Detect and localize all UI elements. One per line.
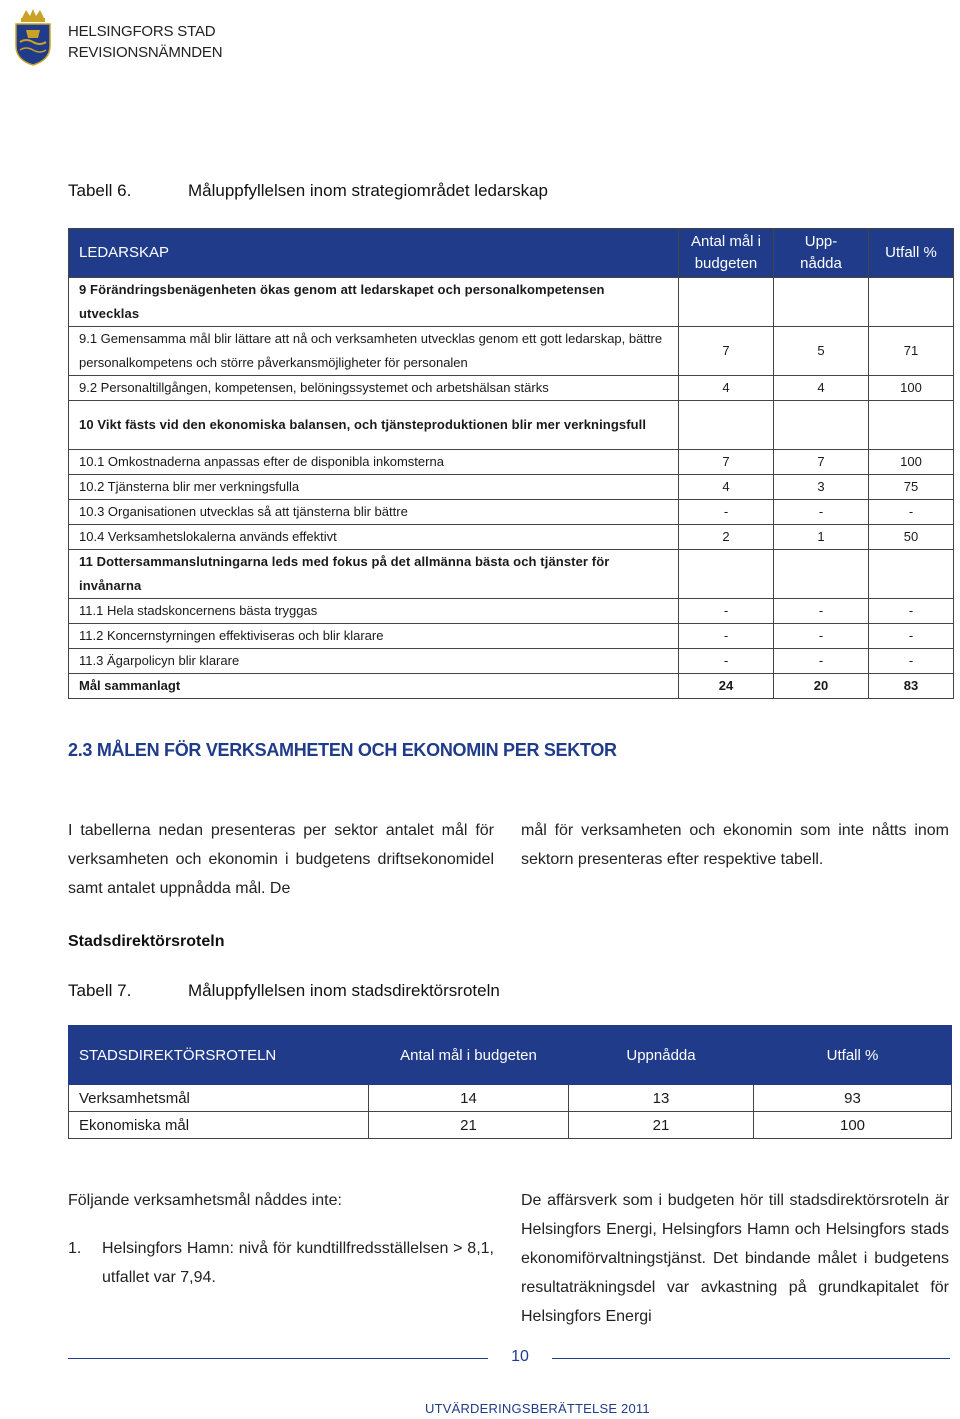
- goal-9-1-label: 9.1 Gemensamma mål blir lättare att nå och verksamheten utvecklas genom ett gott ledarskap, bättre personalkompetens och större påverkansmöjligheter för personalen: [69, 327, 679, 376]
- goals-value: 7: [679, 450, 774, 475]
- table-row: [69, 525, 954, 550]
- goal-10-3-label: 10.3 Organisationen utvecklas så att tjänsterna blir bättre: [69, 500, 679, 525]
- table-row: [69, 278, 954, 327]
- goal-11-label: 11 Dottersammanslutningarna leds med fokus på det allmänna bästa och tjänster för invånarna: [69, 550, 679, 599]
- outcome-value: 83: [869, 674, 954, 699]
- achieved-value: -: [774, 500, 869, 525]
- total-label: Mål sammanlagt: [69, 674, 679, 699]
- achieved-value: 5: [774, 327, 869, 376]
- table6-caption-title: Måluppfyllelsen inom strategiområdet ledarskap: [188, 181, 549, 200]
- table-row: [69, 450, 954, 475]
- goal-10-4-label: 10.4 Verksamhetslokalerna används effektivt: [69, 525, 679, 550]
- goals-value: -: [679, 599, 774, 624]
- col-header-goals: Antal mål i budgeten: [369, 1026, 569, 1085]
- table-header-row: [69, 1026, 952, 1085]
- table7-caption-label: Tabell 7.: [68, 981, 132, 1000]
- intro-paragraph-left: I tabellerna nedan presenteras per sektor antalet mål för verksamheten och ekonomin i budgetens driftsekonomidel samt antalet uppnådda mål. De: [68, 822, 494, 897]
- goals-value: -: [679, 649, 774, 674]
- outcome-value: 100: [869, 450, 954, 475]
- table-row: [69, 1112, 952, 1139]
- outcome-value: -: [869, 649, 954, 674]
- org-department: REVISIONSNÄMNDEN: [68, 44, 223, 61]
- outcome-value: 100: [754, 1112, 952, 1139]
- col-header-outcome: Utfall %: [869, 229, 954, 278]
- achieved-value: -: [774, 624, 869, 649]
- goals-value: 24: [679, 674, 774, 699]
- table-row: [69, 475, 954, 500]
- goals-value: 4: [679, 376, 774, 401]
- footer-rule-right: [552, 1358, 950, 1359]
- list-number: 1.: [68, 1240, 82, 1257]
- table-row: [69, 550, 954, 599]
- goal-10-label: 10 Vikt fästs vid den ekonomiska balansen, och tjänsteproduktionen blir mer verkningsfull: [69, 401, 679, 450]
- achieved-value: 20: [774, 674, 869, 699]
- goal-9-label: 9 Förändringsbenägenheten ökas genom att ledarskapet och personalkompetensen utvecklas: [69, 278, 679, 327]
- table-row: [69, 500, 954, 525]
- outcome-value: 75: [869, 475, 954, 500]
- goal-11-1-label: 11.1 Hela stadskoncernens bästa tryggas: [69, 599, 679, 624]
- subsection-heading: Stadsdirektörsroteln: [68, 933, 225, 950]
- table-row: [69, 599, 954, 624]
- col-header-area: STADSDIREKTÖRSROTELN: [69, 1026, 369, 1085]
- achieved-value: 3: [774, 475, 869, 500]
- table7: [68, 1025, 952, 1139]
- table-row: [69, 376, 954, 401]
- goals-value: 21: [369, 1112, 569, 1139]
- achieved-value: -: [774, 649, 869, 674]
- outcome-value: 71: [869, 327, 954, 376]
- achieved-value: 21: [569, 1112, 754, 1139]
- helsinki-coat-of-arms-icon: [12, 8, 54, 66]
- goals-value: 2: [679, 525, 774, 550]
- page-number: 10: [511, 1348, 529, 1365]
- org-name: HELSINGFORS STAD: [68, 23, 216, 40]
- table-row: [69, 624, 954, 649]
- outcome-value: 93: [754, 1085, 952, 1112]
- business-units-paragraph: De affärsverk som i budgeten hör till stadsdirektörsroteln är Helsingfors Energi, Helsingfors Hamn och Helsingfors stads ekonomiförvaltningstjänst. Det bindande målet i budgetens resultaträkningsdel var avkastning på grundkapitalet för Helsingfors Energi: [521, 1192, 949, 1325]
- goal-10-2-label: 10.2 Tjänsterna blir mer verkningsfulla: [69, 475, 679, 500]
- goals-value: 7: [679, 327, 774, 376]
- table-row: [69, 327, 954, 376]
- table6: [68, 228, 954, 699]
- col-header-achieved: Upp- nådda: [774, 229, 869, 278]
- table-total-row: [69, 674, 954, 699]
- table7-caption-title: Måluppfyllelsen inom stadsdirektörsroteln: [188, 981, 500, 1000]
- table-row: [69, 1085, 952, 1112]
- outcome-value: -: [869, 624, 954, 649]
- unmet-goals-intro: Följande verksamhetsmål nåddes inte:: [68, 1192, 342, 1209]
- col-header-goals: Antal mål i budgeten: [679, 229, 774, 278]
- achieved-value: 13: [569, 1085, 754, 1112]
- footer-title: UTVÄRDERINGSBERÄTTELSE 2011: [425, 1401, 650, 1416]
- col-header-outcome: Utfall %: [754, 1026, 952, 1085]
- outcome-value: 50: [869, 525, 954, 550]
- outcome-value: -: [869, 599, 954, 624]
- col-header-area: LEDARSKAP: [69, 229, 679, 278]
- achieved-value: 7: [774, 450, 869, 475]
- table-row: [69, 401, 954, 450]
- outcome-value: -: [869, 500, 954, 525]
- achieved-value: 1: [774, 525, 869, 550]
- goals-value: 14: [369, 1085, 569, 1112]
- goals-value: -: [679, 624, 774, 649]
- goals-value: -: [679, 500, 774, 525]
- goal-9-2-label: 9.2 Personaltillgången, kompetensen, belöningssystemet och arbetshälsan stärks: [69, 376, 679, 401]
- row-label: Ekonomiska mål: [69, 1112, 369, 1139]
- unmet-goal-item: Helsingfors Hamn: nivå för kundtillfredsställelsen > 8,1, utfallet var 7,94.: [102, 1240, 494, 1286]
- goal-11-2-label: 11.2 Koncernstyrningen effektiviseras och blir klarare: [69, 624, 679, 649]
- goal-10-1-label: 10.1 Omkostnaderna anpassas efter de disponibla inkomsterna: [69, 450, 679, 475]
- section-heading: 2.3 MÅLEN FÖR VERKSAMHETEN OCH EKONOMIN PER SEKTOR: [68, 740, 617, 760]
- col-header-achieved: Uppnådda: [569, 1026, 754, 1085]
- intro-paragraph-right: mål för verksamheten och ekonomin som inte nåtts inom sektorn presenteras efter respektive tabell.: [521, 822, 949, 868]
- row-label: Verksamhetsmål: [69, 1085, 369, 1112]
- goal-11-3-label: 11.3 Ägarpolicyn blir klarare: [69, 649, 679, 674]
- table-row: [69, 649, 954, 674]
- table-header-row: [69, 229, 954, 278]
- goals-value: 4: [679, 475, 774, 500]
- outcome-value: 100: [869, 376, 954, 401]
- achieved-value: 4: [774, 376, 869, 401]
- achieved-value: -: [774, 599, 869, 624]
- table6-caption-label: Tabell 6.: [68, 181, 132, 200]
- footer-rule-left: [68, 1358, 488, 1359]
